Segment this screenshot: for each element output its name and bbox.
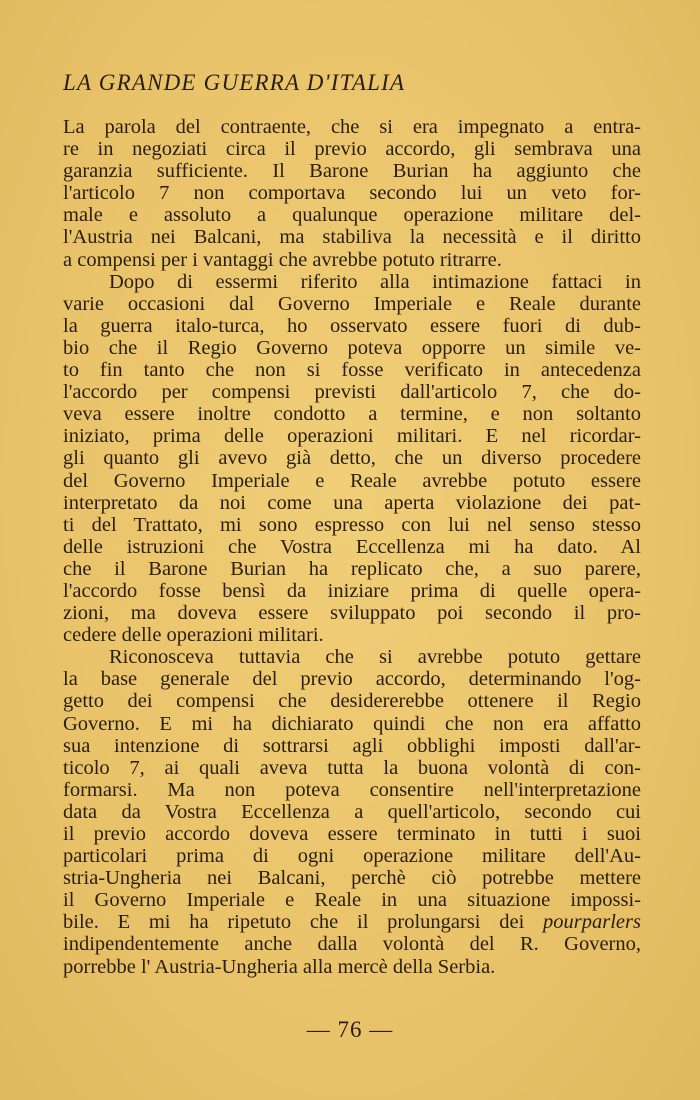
- text-line: Dopo di essermi riferito alla intimazione fattaci in: [109, 270, 641, 293]
- text-line: a compensi per i vantaggi che avrebbe potuto ritrarre.: [63, 248, 502, 271]
- text-line: indipendentemente anche dalla volontà del R. Governo,: [63, 933, 641, 956]
- text-line: la guerra italo-turca, ho osservato essere fuori di dub-: [63, 314, 641, 337]
- text-line: l'articolo 7 non comportava secondo lui un veto for-: [63, 182, 641, 205]
- text-line: cedere delle operazioni militari.: [63, 624, 324, 647]
- paragraph: [63, 116, 641, 271]
- text-line: stria-Ungheria nei Balcani, perchè ciò potrebbe mettere: [63, 867, 641, 890]
- text-line: sua intenzione di sottrarsi agli obblighi imposti dall'ar-: [63, 734, 641, 757]
- text-line: Governo. E mi ha dichiarato quindi che non era affatto: [63, 712, 641, 735]
- text-line: interpretato da noi come una aperta violazione dei pat-: [63, 491, 641, 514]
- text-line: l'accordo fosse bensì da iniziare prima di quelle opera-: [63, 579, 641, 602]
- text-line: bio che il Regio Governo poteva opporre un simile ve-: [63, 336, 641, 359]
- text-line: iniziato, prima delle operazioni militari. E nel ricordar-: [63, 425, 641, 448]
- running-head: LA GRANDE GUERRA D'ITALIA: [63, 70, 406, 95]
- text-line: Riconosceva tuttavia che si avrebbe potuto gettare: [109, 646, 641, 669]
- paragraph: [63, 271, 641, 647]
- text-line: che il Barone Burian ha replicato che, a suo parere,: [63, 557, 641, 580]
- text-line: La parola del contraente, che si era impegnato a entra-: [63, 116, 641, 138]
- body-text: [63, 116, 641, 978]
- text-line: ti del Trattato, mi sono espresso con lui nel senso stesso: [63, 513, 641, 536]
- text-line: il previo accordo doveva essere terminato in tutti i suoi: [63, 823, 641, 845]
- text-line: data da Vostra Eccellenza a quell'articolo, secondo cui: [63, 800, 641, 823]
- text-line: porrebbe l' Austria-Ungheria alla mercè della Serbia.: [63, 955, 496, 978]
- text-line: del Governo Imperiale e Reale avrebbe potuto essere: [63, 469, 641, 492]
- text-line: gli quanto gli avevo già detto, che un diverso procedere: [63, 447, 641, 470]
- text-line: re in negoziati circa il previo accordo, gli sembrava una: [63, 138, 641, 161]
- text-line: l'Austria nei Balcani, ma stabiliva la necessità e il diritto: [63, 226, 641, 249]
- text-line: la base generale del previo accordo, determinando l'og-: [63, 668, 641, 691]
- text-line: garanzia sufficiente. Il Barone Burian ha aggiunto che: [63, 160, 641, 183]
- page-number: — 76 —: [306, 1017, 394, 1042]
- text-line: il Governo Imperiale e Reale in una situazione impossi-: [63, 889, 641, 912]
- text-line: getto dei compensi che desidererebbe ottenere il Regio: [63, 690, 641, 713]
- text-line: particolari prima di ogni operazione militare dell'Au-: [63, 845, 641, 868]
- text-line: male e assoluto a qualunque operazione militare del-: [63, 204, 641, 227]
- paragraph: [63, 646, 641, 977]
- text-line: formarsi. Ma non poteva consentire nell'interpretazione: [63, 778, 641, 801]
- text-line: veva essere inoltre condotto a termine, e non soltanto: [63, 403, 641, 426]
- text-line: delle istruzioni che Vostra Eccellenza mi ha dato. Al: [63, 535, 641, 558]
- text-line: zioni, ma doveva essere sviluppato poi secondo il pro-: [63, 602, 641, 625]
- text-line: ticolo 7, ai quali aveva tutta la buona volontà di con-: [63, 756, 641, 779]
- text-line: l'accordo per compensi previsti dall'articolo 7, che do-: [63, 381, 641, 404]
- text-line: to fin tanto che non si fosse verificato in antecedenza: [63, 359, 641, 382]
- text-line: varie occasioni dal Governo Imperiale e Reale durante: [63, 292, 641, 315]
- text-line: bile. E mi ha ripetuto che il prolungarsi dei pourparlers: [63, 911, 641, 934]
